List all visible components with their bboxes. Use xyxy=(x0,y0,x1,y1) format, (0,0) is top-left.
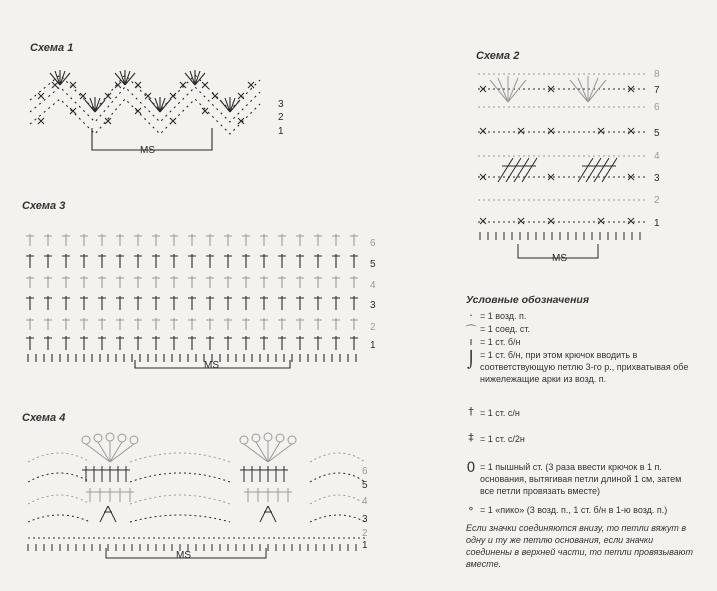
scheme-2-row-8: 8 xyxy=(654,69,660,80)
scheme-2-row-5: 5 xyxy=(654,128,660,139)
legend-item-picot: = 1 «пико» (3 возд. п., 1 ст. б/н в 1-ю возд. п.) xyxy=(480,505,668,515)
legend-title: Условные обозначения xyxy=(466,294,590,306)
scheme-3-row-4: 4 xyxy=(370,280,376,291)
legend-item-long-single-crochet: = 1 ст. б/н, при этом крючок вводить в соответствующую петлю 3-го р., прихватывая обе нижележащие арки из возд. п. xyxy=(480,350,689,384)
scheme-2-title: Схема 2 xyxy=(476,50,520,62)
scheme-2-ms-label: MS xyxy=(552,253,567,264)
scheme-3-title: Схема 3 xyxy=(22,200,66,212)
legend-item-single-crochet: = 1 ст. б/н xyxy=(480,337,521,347)
scheme-3-row-2: 2 xyxy=(370,322,376,333)
long-single-crochet-icon: ⌡ xyxy=(466,350,476,369)
scheme-2-row-1: 1 xyxy=(654,218,660,229)
legend-item-double-crochet: = 1 ст. с/н xyxy=(480,408,520,418)
legend-item-chain: = 1 возд. п. xyxy=(480,311,527,321)
scheme-3-row-6: 6 xyxy=(370,238,376,249)
scheme-4-diagram xyxy=(20,432,390,572)
scheme-2-row-2: 2 xyxy=(654,195,660,206)
scheme-2-row-4: 4 xyxy=(654,151,660,162)
scheme-3-row-1: 1 xyxy=(370,340,376,351)
puff-stitch-icon: 0 xyxy=(466,460,476,476)
scheme-1-title: Схема 1 xyxy=(30,42,74,54)
scheme-1-ms-label: MS xyxy=(140,145,155,156)
scheme-3-row-5: 5 xyxy=(370,259,376,270)
scheme-4-row-1: 1 xyxy=(362,540,368,551)
scheme-2-row-6: 6 xyxy=(654,102,660,113)
legend-note: Если значки соединяются внизу, то петли вяжут в одну и ту же петлю основания, если значки соединены в верхней части, то петли провязывают вместе. xyxy=(466,523,693,569)
picot-icon: ∘ xyxy=(467,502,475,515)
scheme-4-row-2: 2 xyxy=(362,528,368,539)
scheme-2-row-7: 7 xyxy=(654,85,660,96)
legend-item-puff-stitch: = 1 пышный ст. (3 раза ввести крючок в 1 п. основания, вытягивая петли длиной 1 см, затем все петли провязать вместе) xyxy=(480,462,682,496)
scheme-4-row-5: 5 xyxy=(362,480,368,491)
scheme-2-row-3: 3 xyxy=(654,173,660,184)
scheme-3-ms-label: MS xyxy=(204,360,219,371)
scheme-1-row-1: 1 xyxy=(278,126,284,137)
scheme-1-row-2: 2 xyxy=(278,112,284,123)
double-crochet-icon: † xyxy=(468,405,474,418)
scheme-4-ms-label: MS xyxy=(176,550,191,561)
scheme-3-diagram xyxy=(20,222,390,372)
scheme-2-diagram xyxy=(468,62,678,272)
single-crochet-icon: ı xyxy=(469,335,473,348)
scheme-4-row-4: 4 xyxy=(362,496,368,507)
treble-crochet-icon: ‡ xyxy=(468,431,474,444)
scheme-1-diagram xyxy=(20,60,320,180)
scheme-3-row-3: 3 xyxy=(370,300,376,311)
chain-stitch-icon: · xyxy=(469,309,473,322)
slip-stitch-icon: ⌒ xyxy=(465,324,477,337)
scheme-4-row-3: 3 xyxy=(362,514,368,525)
scheme-1-row-3: 3 xyxy=(278,99,284,110)
legend-item-slip: = 1 соед. ст. xyxy=(480,324,531,334)
legend-item-treble-crochet: = 1 ст. с/2н xyxy=(480,434,525,444)
scheme-4-row-6: 6 xyxy=(362,466,368,477)
scheme-4-title: Схема 4 xyxy=(22,412,66,424)
